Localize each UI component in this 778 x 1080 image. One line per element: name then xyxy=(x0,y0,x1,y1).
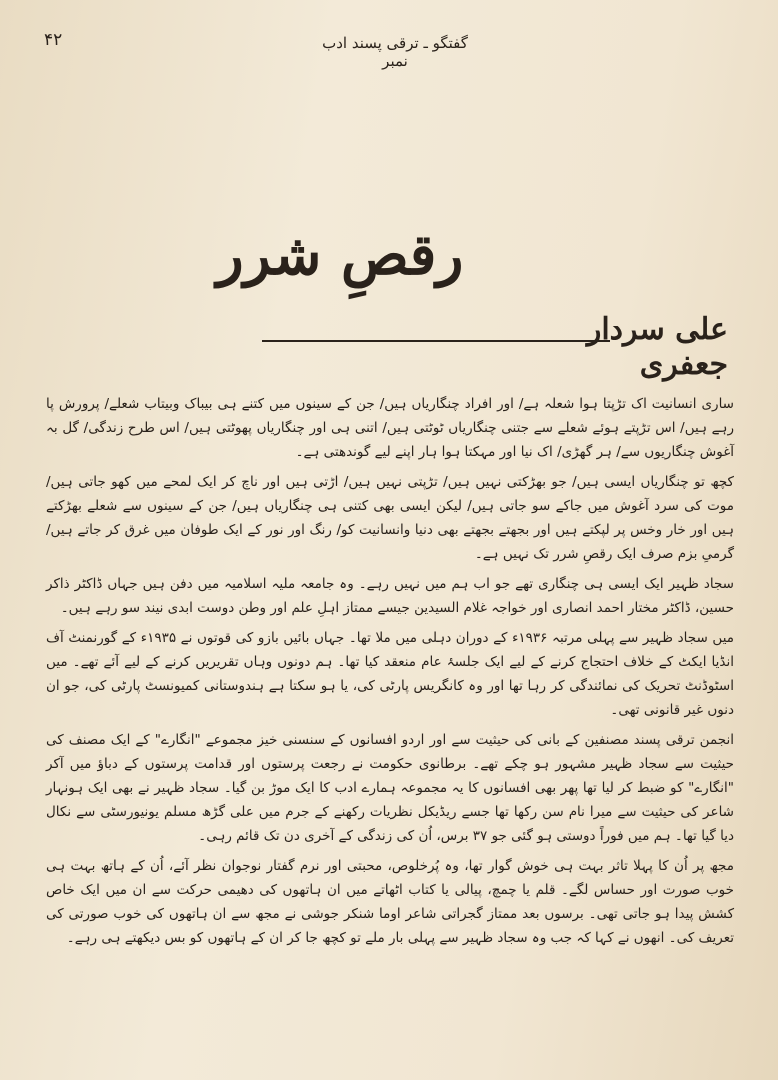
running-head: گفتگو ـ ترقی پسند ادب نمبر xyxy=(322,34,468,70)
article-title: رقصِ شرر xyxy=(216,222,464,288)
paragraph: میں سجاد ظہیر سے پہلی مرتبہ ۱۹۳۶ء کے دوران دہلی میں ملا تھا۔ جہاں بائیں بازو کی قوتوں نے ۱۹۳۵ء کے گورنمنٹ آف انڈیا ایکٹ کے خلاف احتجاج کرنے کے لیے ایک جلسۂ عام منعقد کیا تھا۔ ہم دونوں وہاں تقریریں کرنے کے لیے آئے تھے۔ میں اسٹوڈنٹ تحریک کی نمائندگی کر رہا تھا اور وہ کانگریس پارٹی کی، یا ہو سکتا ہے ہندوستانی کمیونسٹ پارٹی کی، جو ان دنوں غیر قانونی تھی۔ xyxy=(46,630,734,718)
paragraph: کچھ تو چنگاریاں ایسی ہیں/ جو بھڑکتی نہیں ہیں/ تڑپتی نہیں ہیں/ اڑتی ہیں اور ناچ کر ایک لمحے میں کھو جاتی ہیں/ موت کی سرد آغوش میں جاکے سو جاتی ہیں/ لیکن ایسی بھی کتنی ہی چنگاریاں ہیں/ جن کے سینوں سے شعلے بھڑکتے ہیں اور خار وخس پر لپکتے ہیں اور بجھتے بجھتے بھی دنیا وانسانیت کو/ رنگ اور نور کے ایک طوفان میں غرق کر جاتے ہیں/ گرمیِ بزم صرف ایک رقصِ شرر تک نہیں ہے۔ xyxy=(46,474,734,562)
article-body xyxy=(46,392,734,956)
paragraph: مجھ پر اُن کا پہلا تاثر بہت ہی خوش گوار تھا، وہ پُرخلوص، محبتی اور نرم گفتار نوجوان نظر آئے، اُن کے ہاتھ بہت ہی خوب صورت اور حساس لگے۔ قلم یا چمچ، پیالی یا کتاب اٹھاتے میں ان ہاتھوں کی دھیمی حرکت سے ان میں ایک خاص کشش پیدا ہو جاتی تھی۔ برسوں بعد ممتاز گجراتی شاعر اوما شنکر جوشی نے مجھ سے ان ہاتھوں کی خوب صورتی کی تعریف کی۔ انھوں نے کہا کہ جب وہ سجاد ظہیر سے پہلی بار ملے تو کچھ جا کر ان کے ہاتھوں کو بس دیکھتے ہی رہے۔ xyxy=(46,858,734,946)
paragraph: انجمن ترقی پسند مصنفین کے بانی کی حیثیت سے اور اردو افسانوں کے سنسنی خیز مجموعے "انگارے" کے ایک مصنف کی حیثیت سے سجاد ظہیر مشہور ہو چکے تھے۔ برطانوی حکومت نے رجعت پرستوں اور قدامت پرستوں کے دباؤ میں آکر "انگارے" کو ضبط کر لیا تھا پھر بھی افسانوں کا یہ مجموعہ ہمارے ادب کا ایک موڑ بن گیا۔ سجاد ظہیر نے بھی ایک ہونہار شاعر کی حیثیت سے میرا نام سن رکھا تھا جسے ریڈیکل نظریات رکھنے کے جرم میں علی گڑھ مسلم یونیورسٹی سے نکال دیا گیا تھا۔ ہم میں فوراً دوستی ہو گئی جو ۳۷ برس، اُن کی زندگی کے آخری دن تک قائم رہی۔ xyxy=(46,732,734,844)
paragraph: ساری انسانیت اک تڑپتا ہوا شعلہ ہے/ اور افراد چنگاریاں ہیں/ جن کے سینوں میں کتنے ہی بیباک وبیتاب شعلے/ پرورش پا رہے ہیں/ اس تڑپتے ہوئے شعلے سے جتنی چنگاریاں ٹوٹتی ہیں/ اتنی ہی اور چنگاریاں پھوٹتی ہیں/ اس طرح زندگی/ گل بہ آغوش چنگاریوں سے/ ہر گھڑی/ اک نیا اور مہکتا ہوا ہار اپنے لیے گوندھتی ہے۔ xyxy=(46,396,734,460)
article-author: علی سردار جعفری xyxy=(586,312,728,382)
paragraph: سجاد ظہیر ایک ایسی ہی چنگاری تھے جو اب ہم میں نہیں رہے۔ وہ جامعہ ملیہ اسلامیہ میں دفن ہیں جہاں ڈاکٹر ذاکر حسین، ڈاکٹر مختار احمد انصاری اور خواجہ غلام السیدین جیسے ممتاز اہلِ علم اور وطن دوست ابدی نیند سو رہے ہیں۔ xyxy=(46,576,734,616)
page-number: ۴۲ xyxy=(44,30,63,50)
